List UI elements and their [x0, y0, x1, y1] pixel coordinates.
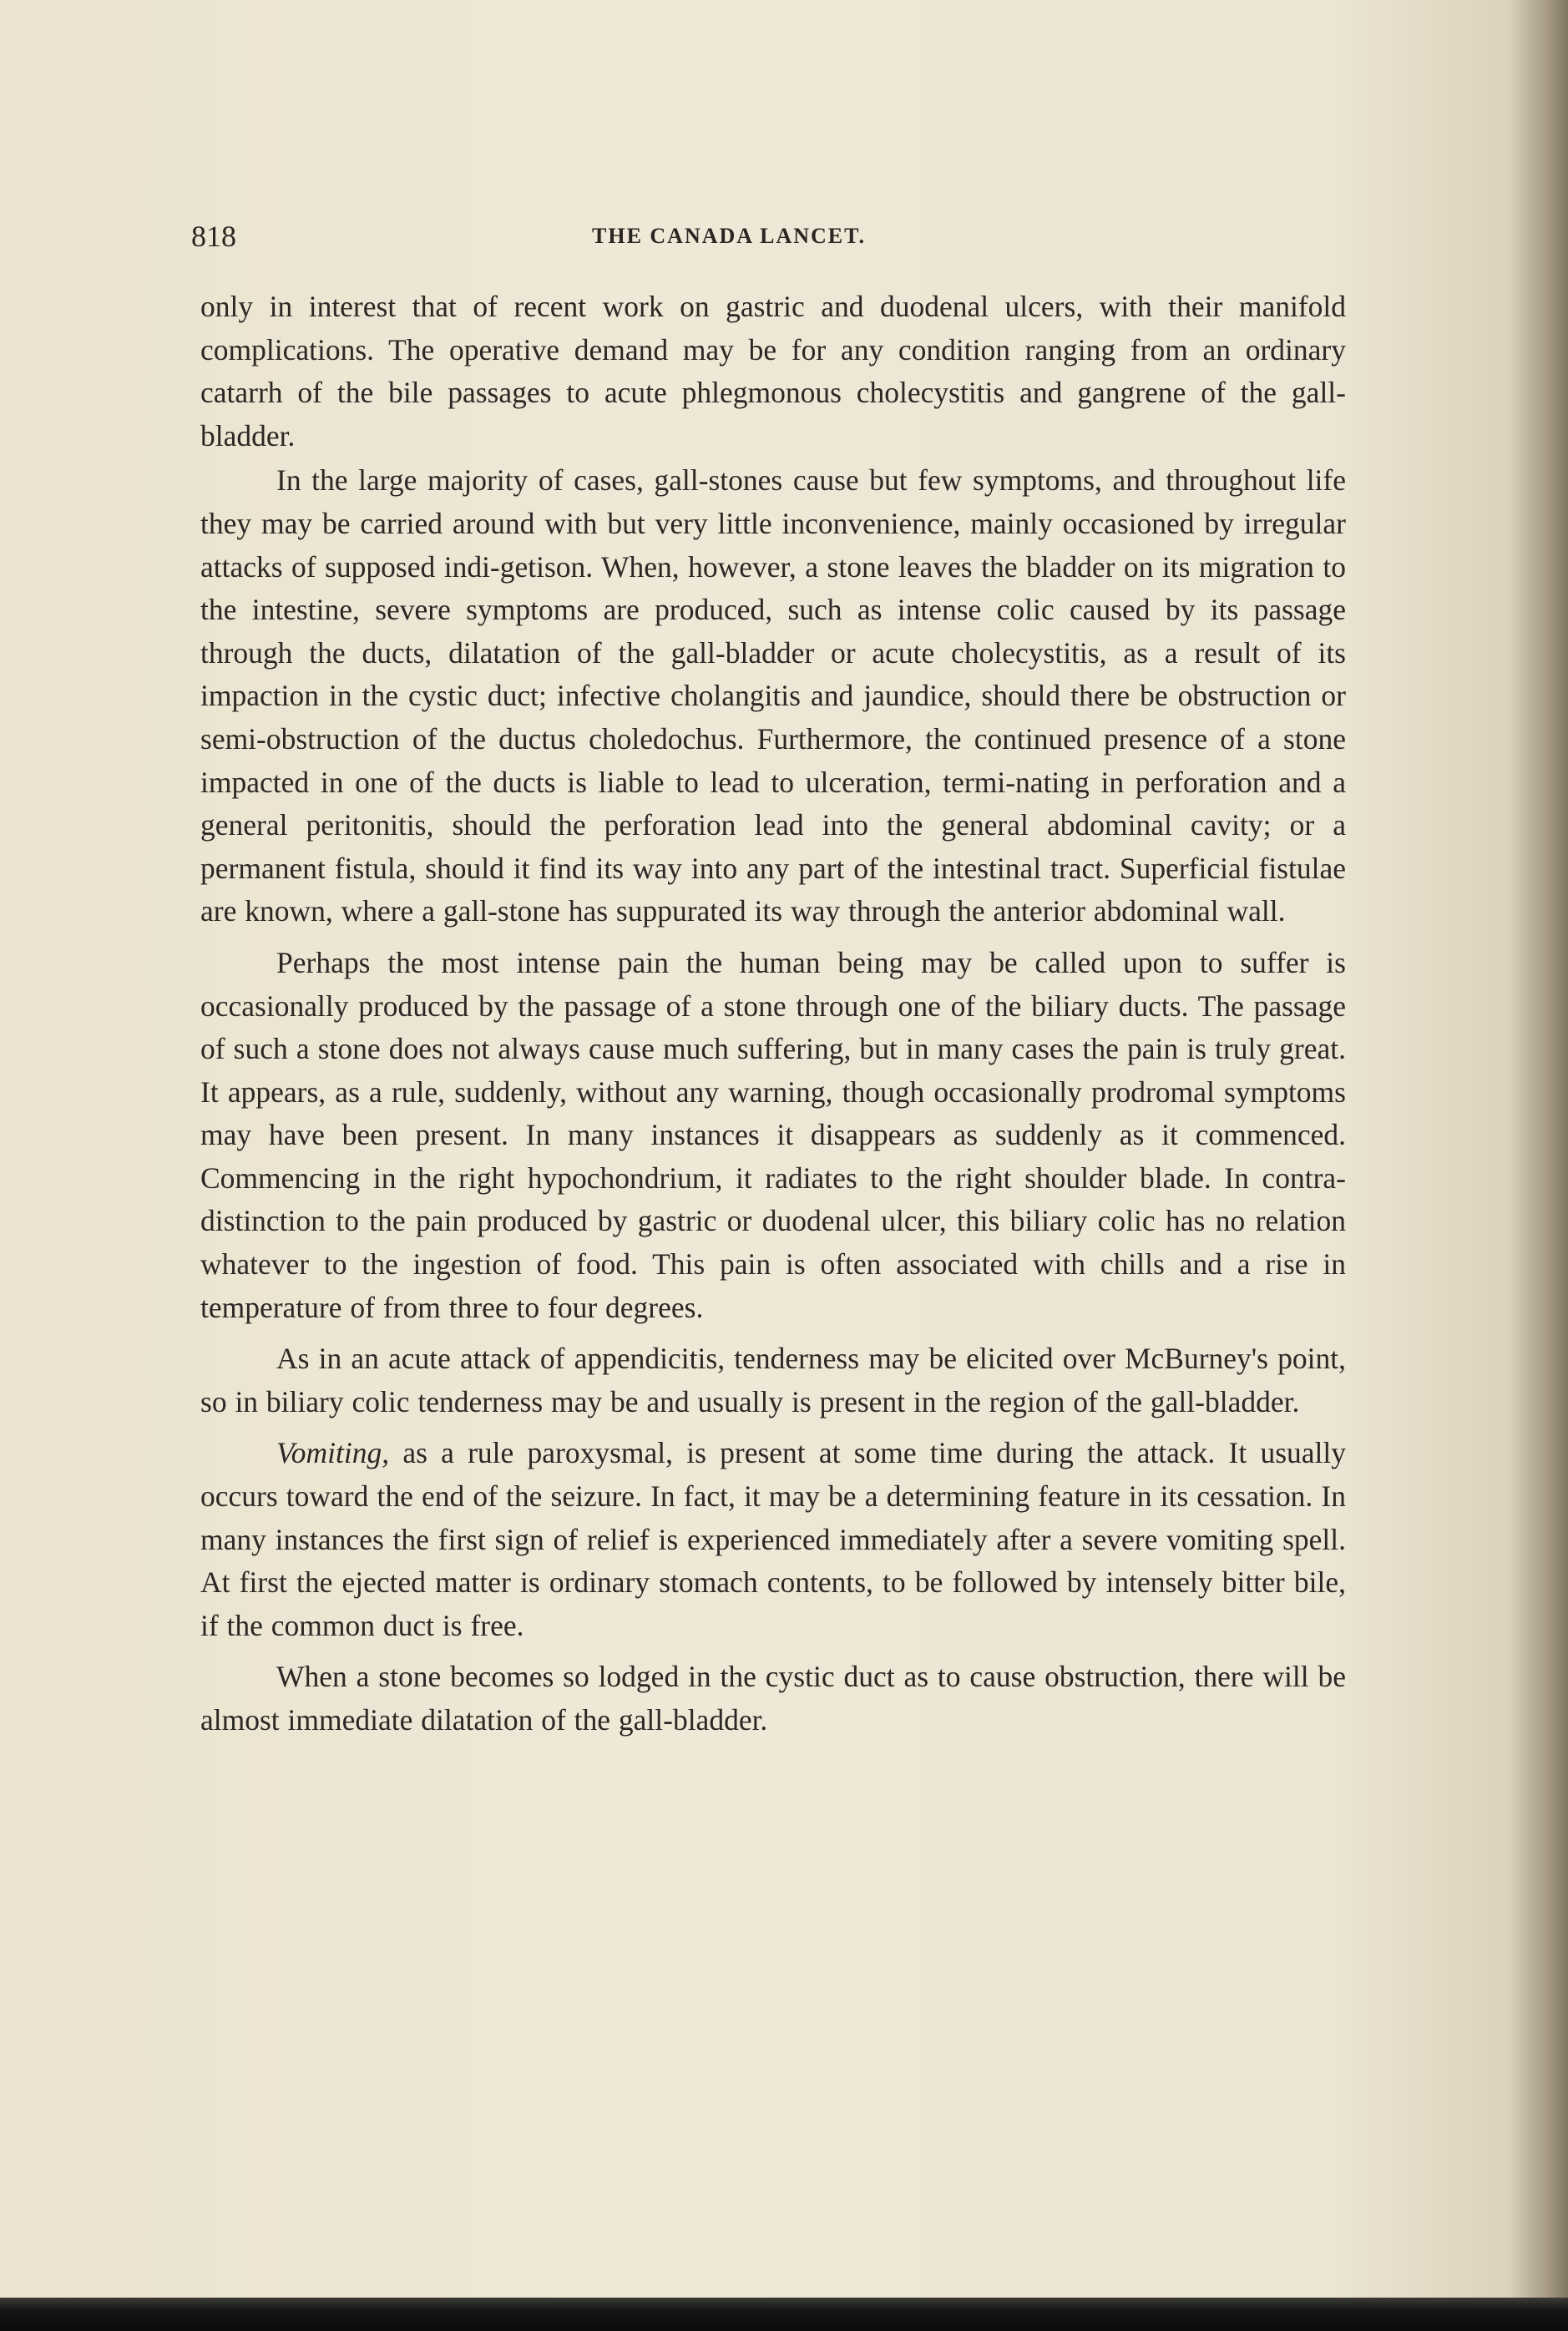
- paragraph-5: [200, 1432, 1346, 1647]
- paragraph-4: As in an acute attack of appendicitis, tenderness may be elicited over McBurney's point, so in biliary colic tenderness may be and usually is present in the region of the gall-bladder.: [200, 1342, 1346, 1418]
- paragraph-2: In the large majority of cases, gall-stones cause but few symptoms, and throughout life they may be carried around with but very little inconvenience, mainly occasioned by irregular attacks of supposed indi-getison. When, however, a stone leaves the bladder on its migration to the intestine, severe symptoms are produced, such as intense colic caused by its passage through the ducts, dilatation of the gall-bladder or acute cholecystitis, as a result of its impaction in the cystic duct; infective cholangitis and jaundice, should there be obstruction or semi-obstruction of the ductus choledochus. Furthermore, the continued presence of a stone impacted in one of the ducts is liable to lead to ulceration, termi-nating in perforation and a general peritonitis, should the perforation lead into the general abdominal cavity; or a permanent fistula, should it find its way into any part of the intestinal tract. Superficial fistulae are known, where a gall-stone has suppurated its way through the anterior abdominal wall.: [200, 463, 1346, 928]
- paragraph-1: only in interest that of recent work on gastric and duodenal ulcers, with their manifold complications. The operative demand may be for any condition ranging from an ordinary catarrh of the bile passages to acute phlegmonous cholecystitis and gangrene of the gall-bladder.: [200, 290, 1346, 453]
- spine-shadow: [1510, 0, 1568, 2331]
- paragraph-5-text: as a rule paroxysmal, is present at some time during the attack. It usually occurs toward the end of the seizure. In fact, it may be a determining feature in its cessation. In many instances the first sign of relief is experienced immediately after a severe vomiting spell. At first the ejected matter is ordinary stomach contents, to be followed by intensely bitter bile, if the common duct is free.: [200, 1436, 1346, 1642]
- paragraph-6: When a stone becomes so lodged in the cystic duct as to cause obstruction, there will be almost immediate dilatation of the gall-bladder.: [200, 1660, 1346, 1737]
- page-bottom-edge: [0, 2298, 1568, 2331]
- body-text: [200, 286, 1346, 1742]
- paragraph-3: Perhaps the most intense pain the human being may be called upon to suffer is occasionally produced by the passage of a stone through one of the biliary ducts. The passage of such a stone does not always cause much suffering, but in many cases the pain is truly great. It appears, as a rule, suddenly, without any warning, though occasionally prodromal symptoms may have been present. In many instances it disappears as suddenly as it commenced. Commencing in the right hypochondrium, it radiates to the right shoulder blade. In contra-distinction to the pain produced by gastric or duodenal ulcer, this biliary colic has no relation whatever to the ingestion of food. This pain is often associated with chills and a rise in temperature of from three to four degrees.: [200, 945, 1346, 1324]
- running-head: THE CANADA LANCET.: [592, 224, 867, 248]
- page-number: 818: [191, 220, 236, 253]
- page-header: [191, 219, 1343, 259]
- paragraph-5-lead: Vomiting,: [276, 1436, 390, 1470]
